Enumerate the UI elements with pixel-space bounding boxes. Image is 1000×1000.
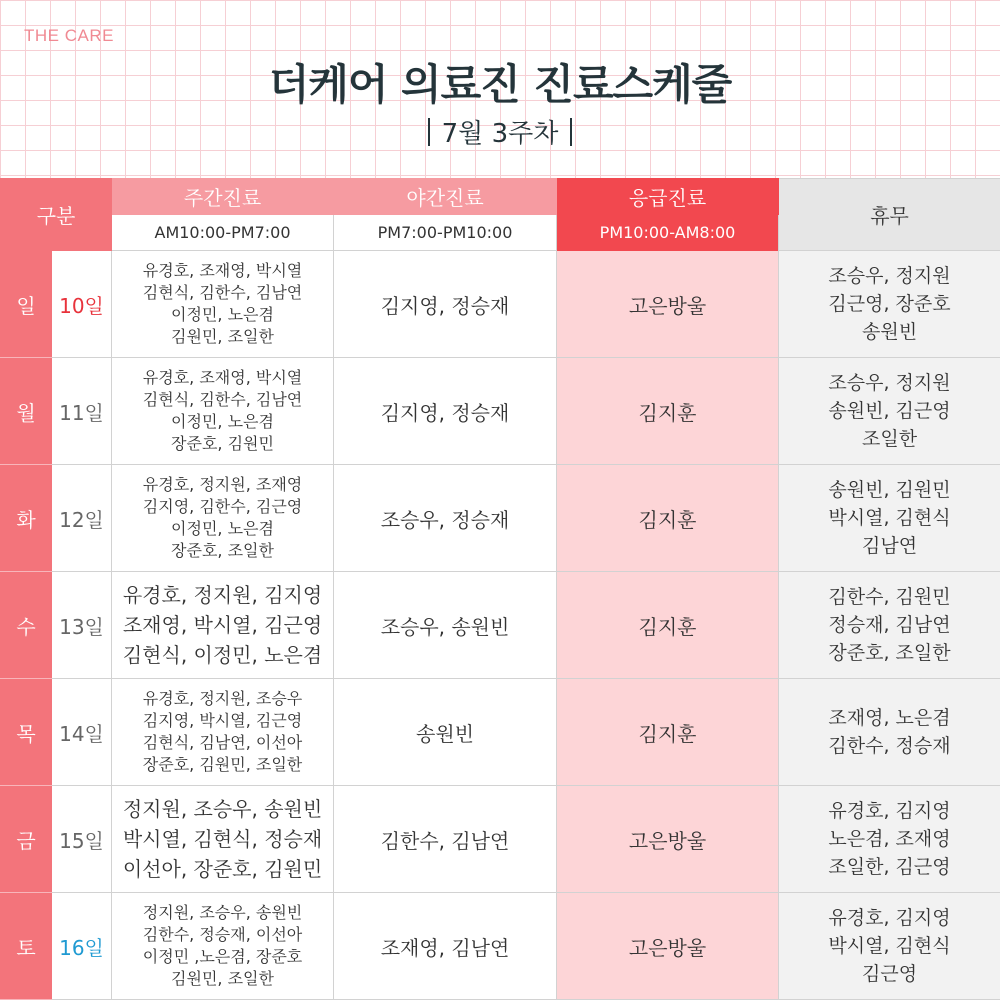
rest-staff-line: 김남연 xyxy=(861,535,918,557)
schedule-row xyxy=(1,251,1000,358)
day-clinic-hours: AM10:00-PM7:00 xyxy=(112,215,334,251)
rest-cell xyxy=(779,893,1000,1000)
rest-staff-line: 송원빈, 김근영 xyxy=(828,400,951,422)
header-row xyxy=(1,179,1000,215)
page-subtitle xyxy=(0,113,1000,150)
weekday-cell: 수 xyxy=(1,572,52,679)
rest-staff-line: 정승재, 김남연 xyxy=(828,614,951,636)
header-emergency-clinic: 응급진료 xyxy=(557,179,779,215)
day-clinic-staff-line: 유경호, 조재영, 박시열 xyxy=(142,368,303,387)
header-night-clinic: 야간진료 xyxy=(334,179,557,215)
day-clinic-staff-line: 김현식, 김한수, 김남연 xyxy=(142,390,303,409)
date-cell: 10일 xyxy=(52,251,112,358)
rest-staff-line: 송원빈, 김원민 xyxy=(828,479,951,501)
day-clinic-staff-line: 유경호, 정지원, 김지영 xyxy=(122,583,323,607)
day-clinic-staff-line: 김원민, 조일한 xyxy=(171,327,274,346)
header-gubun: 구분 xyxy=(1,179,112,251)
weekday-cell: 토 xyxy=(1,893,52,1000)
date-cell: 13일 xyxy=(52,572,112,679)
emergency-clinic-cell: 고은방울 xyxy=(557,893,779,1000)
day-clinic-staff-line: 장준호, 김원민 xyxy=(171,434,274,453)
day-clinic-staff-line: 유경호, 조재영, 박시열 xyxy=(142,261,303,280)
weekday-cell: 월 xyxy=(1,358,52,465)
schedule-row xyxy=(1,893,1000,1000)
schedule-row xyxy=(1,572,1000,679)
day-clinic-staff-line: 이정민, 노은겸 xyxy=(171,519,274,538)
brand-logo-text: THE CARE xyxy=(24,26,114,45)
emergency-clinic-cell: 고은방울 xyxy=(557,251,779,358)
rest-cell xyxy=(779,572,1000,679)
emergency-clinic-cell: 김지훈 xyxy=(557,358,779,465)
schedule-table xyxy=(0,178,1000,1000)
rest-staff-line: 송원빈 xyxy=(861,321,918,343)
day-clinic-staff-line: 김지영, 박시열, 김근영 xyxy=(142,711,303,730)
day-clinic-staff-line: 정지원, 조승우, 송원빈 xyxy=(142,903,303,922)
day-clinic-staff-line: 김원민, 조일한 xyxy=(171,969,274,988)
night-clinic-hours: PM7:00-PM10:00 xyxy=(334,215,557,251)
weekday-cell: 금 xyxy=(1,786,52,893)
day-clinic-staff-line: 이선아, 장준호, 김원민 xyxy=(122,857,323,881)
day-clinic-cell xyxy=(112,465,334,572)
rest-staff-line: 장준호, 조일한 xyxy=(828,642,951,664)
day-clinic-staff-line: 이정민, 노은겸 xyxy=(171,305,274,324)
night-clinic-cell: 김지영, 정승재 xyxy=(334,251,557,358)
rest-staff-line: 김근영 xyxy=(861,963,918,985)
day-clinic-cell xyxy=(112,572,334,679)
rest-staff-line: 노은겸, 조재영 xyxy=(828,828,951,850)
day-clinic-cell xyxy=(112,251,334,358)
date-cell: 12일 xyxy=(52,465,112,572)
day-clinic-staff-line: 조재영, 박시열, 김근영 xyxy=(122,613,323,637)
night-clinic-cell: 김한수, 김남연 xyxy=(334,786,557,893)
subtitle-text: 7월 3주차 xyxy=(441,119,559,149)
rest-cell xyxy=(779,786,1000,893)
night-clinic-cell: 송원빈 xyxy=(334,679,557,786)
night-clinic-cell: 조재영, 김남연 xyxy=(334,893,557,1000)
rest-staff-line: 조일한, 김근영 xyxy=(828,856,951,878)
page-title: 더케어 의료진 진료스케줄 xyxy=(268,60,732,109)
schedule-row xyxy=(1,679,1000,786)
rest-staff-line: 유경호, 김지영 xyxy=(828,800,951,822)
day-clinic-cell xyxy=(112,679,334,786)
day-clinic-staff-line: 유경호, 정지원, 조재영 xyxy=(142,475,303,494)
schedule-row xyxy=(1,465,1000,572)
night-clinic-cell: 조승우, 정승재 xyxy=(334,465,557,572)
header-day-clinic: 주간진료 xyxy=(112,179,334,215)
day-clinic-staff-line: 김지영, 김한수, 김근영 xyxy=(142,497,303,516)
night-clinic-cell: 김지영, 정승재 xyxy=(334,358,557,465)
schedule-row xyxy=(1,358,1000,465)
header-rest: 휴무 xyxy=(779,179,1000,251)
emergency-clinic-cell: 김지훈 xyxy=(557,679,779,786)
day-clinic-staff-line: 장준호, 조일한 xyxy=(171,541,274,560)
day-clinic-cell xyxy=(112,893,334,1000)
rest-staff-line: 조승우, 정지원 xyxy=(828,265,951,287)
rest-staff-line: 조재영, 노은겸 xyxy=(828,707,951,729)
rest-staff-line: 김한수, 정승재 xyxy=(828,735,951,757)
day-clinic-staff-line: 김현식, 김남연, 이선아 xyxy=(142,733,303,752)
rest-staff-line: 조일한 xyxy=(861,428,918,450)
day-clinic-staff-line: 박시열, 김현식, 정승재 xyxy=(122,827,323,851)
subtitle-divider-right xyxy=(570,118,572,146)
rest-cell xyxy=(779,465,1000,572)
date-cell: 11일 xyxy=(52,358,112,465)
rest-staff-line: 박시열, 김현식 xyxy=(828,507,951,529)
day-clinic-staff-line: 이정민, 노은겸 xyxy=(171,412,274,431)
date-cell: 14일 xyxy=(52,679,112,786)
day-clinic-staff-line: 정지원, 조승우, 송원빈 xyxy=(122,797,323,821)
rest-staff-line: 박시열, 김현식 xyxy=(828,935,951,957)
day-clinic-staff-line: 김한수, 정승재, 이선아 xyxy=(142,925,303,944)
rest-cell xyxy=(779,251,1000,358)
date-cell: 15일 xyxy=(52,786,112,893)
emergency-clinic-cell: 김지훈 xyxy=(557,465,779,572)
weekday-cell: 화 xyxy=(1,465,52,572)
emergency-clinic-cell: 고은방울 xyxy=(557,786,779,893)
weekday-cell: 일 xyxy=(1,251,52,358)
rest-staff-line: 김한수, 김원민 xyxy=(828,586,951,608)
rest-staff-line: 김근영, 장준호 xyxy=(828,293,951,315)
weekday-cell: 목 xyxy=(1,679,52,786)
rest-staff-line: 조승우, 정지원 xyxy=(828,372,951,394)
day-clinic-cell xyxy=(112,358,334,465)
subtitle-divider-left xyxy=(428,118,430,146)
day-clinic-cell xyxy=(112,786,334,893)
rest-cell xyxy=(779,358,1000,465)
day-clinic-staff-line: 이정민 ,노은겸, 장준호 xyxy=(142,947,303,966)
day-clinic-staff-line: 유경호, 정지원, 조승우 xyxy=(142,689,303,708)
night-clinic-cell: 조승우, 송원빈 xyxy=(334,572,557,679)
day-clinic-staff-line: 김현식, 이정민, 노은겸 xyxy=(122,643,323,667)
schedule-row xyxy=(1,786,1000,893)
emergency-clinic-cell: 김지훈 xyxy=(557,572,779,679)
rest-staff-line: 유경호, 김지영 xyxy=(828,907,951,929)
emergency-clinic-hours: PM10:00-AM8:00 xyxy=(557,215,779,251)
day-clinic-staff-line: 김현식, 김한수, 김남연 xyxy=(142,283,303,302)
date-cell: 16일 xyxy=(52,893,112,1000)
rest-cell xyxy=(779,679,1000,786)
day-clinic-staff-line: 장준호, 김원민, 조일한 xyxy=(142,755,303,774)
